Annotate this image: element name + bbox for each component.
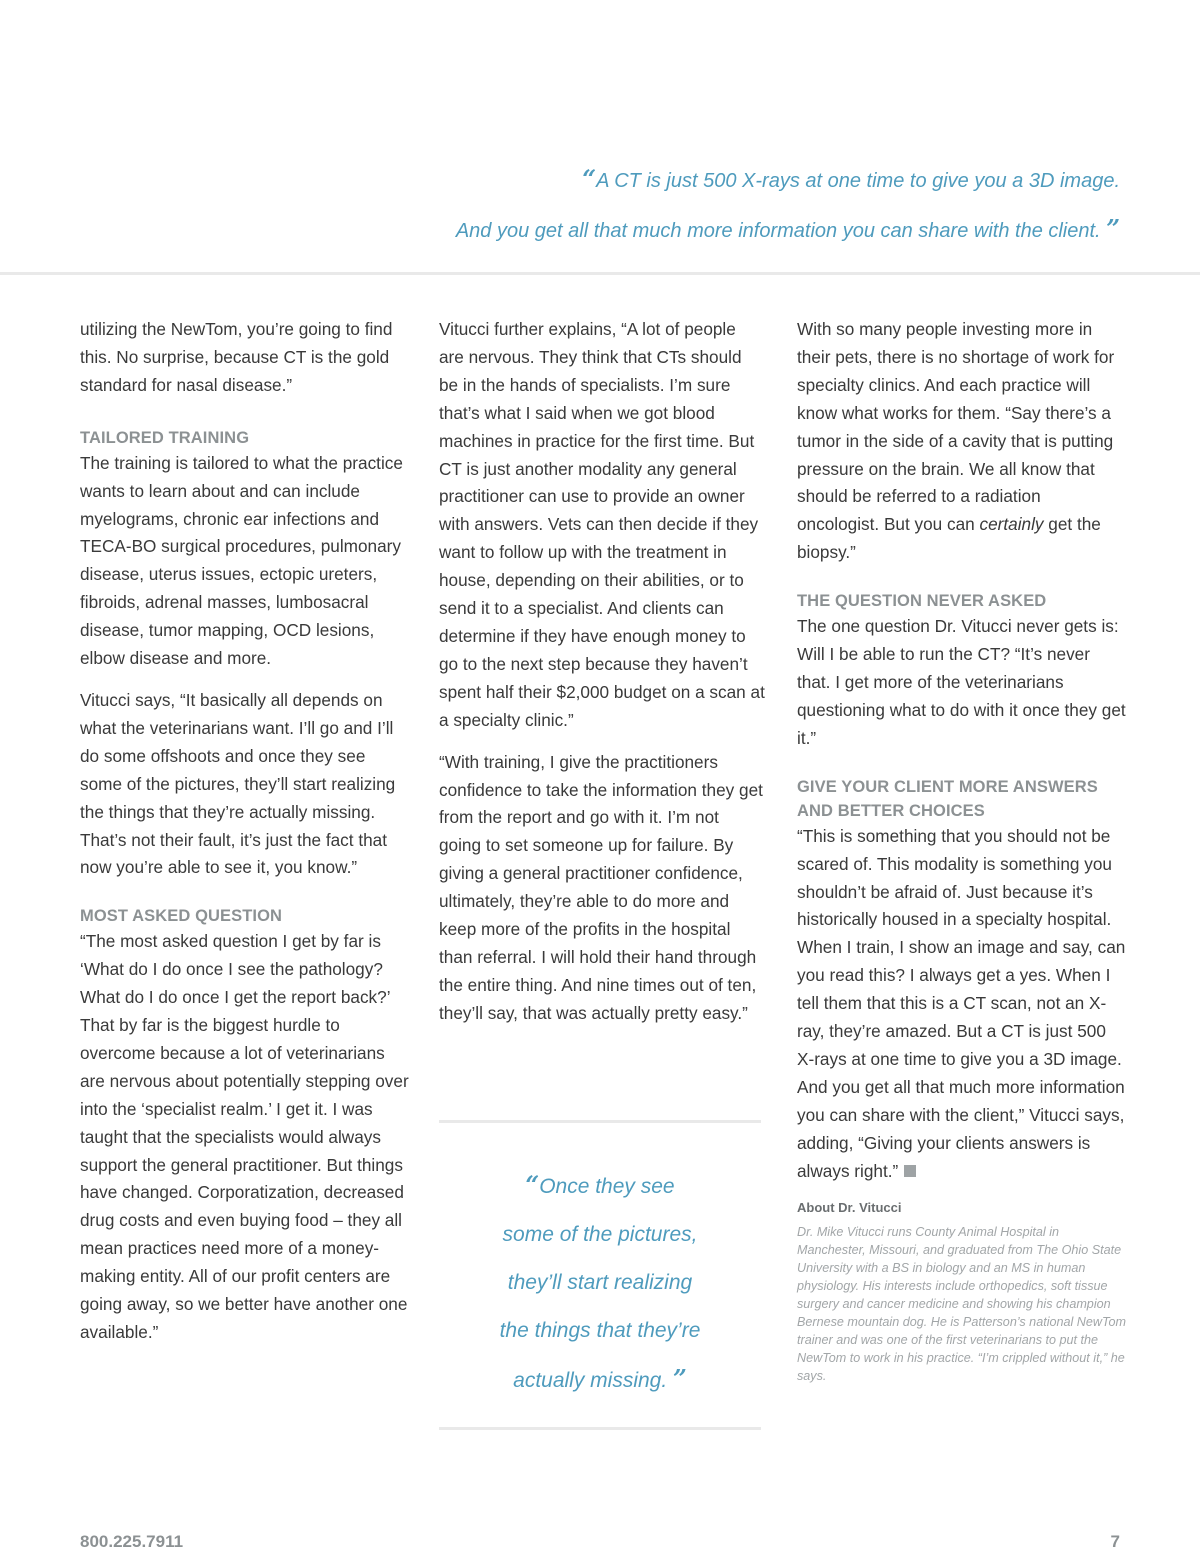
pull-quote-line-4: the things that they’re	[499, 1319, 701, 1342]
top-quote-line-1	[220, 155, 1120, 205]
footer-page-number: 7	[1110, 1532, 1120, 1551]
open-quote-mark: “	[582, 164, 597, 193]
pull-open-quote-mark: “	[525, 1170, 540, 1199]
col3-p1-emphasis: certainly	[979, 514, 1044, 535]
col2-paragraph-2: “With training, I give the practitioners confidence to take the information they get from the report and go with it. I’m not going to set someone up for failure. By giving a general practitioner confidence, ultimately, they’re able to do more and keep more of the profits in the hospital than referral. I will hold their hand through the entire thing. And nine times out of ten, they’ll say, that was actually pretty easy.”	[439, 751, 763, 1023]
mid-pull-quote	[439, 1120, 761, 1430]
column-1	[80, 316, 410, 1361]
close-quote-mark: ”	[1106, 214, 1120, 243]
top-quote-line-2	[220, 205, 1120, 255]
col1-paragraph-3: Vitucci says, “It basically all depends on what the veterinarians want. I’ll go and I’ll do some offshoots and once they see some of the pictures, they’ll start realizing the things that they’re actually missing. That’s not their fault, it’s just the fact that now you’re able to see it, you know.”	[80, 689, 396, 878]
col2-paragraph-1: Vitucci further explains, “A lot of people are nervous. They think that CTs should be in the hands of specialists. I’m sure that’s what I said when we got blood machines in practice for the first time. But CT is just another modality any general practitioner can use to provide an owner with answers. Vets can then decide if they want to follow up with the treatment in house, depending on their abilities, or to send it to a specialist. And clients can determine if they have enough money to go to the next step because they haven’t spent half their $2,000 budget on a scan at a specialty clinic.”	[439, 319, 765, 730]
col1-paragraph-1: utilizing the NewTom, you’re going to find this. No surprise, because CT is the gold standard for nasal disease.”	[80, 319, 393, 395]
pull-quote-text-1: Once they see	[539, 1175, 675, 1198]
pull-quote-text-5: actually missing.	[513, 1369, 668, 1392]
column-2	[439, 316, 765, 1042]
heading-tailored-training: TAILORED TRAINING	[80, 428, 250, 447]
col3-paragraph-3	[797, 823, 1127, 1186]
top-pull-quote	[220, 155, 1120, 255]
header-divider	[0, 272, 1200, 275]
col3-paragraph-1	[797, 316, 1127, 567]
pull-quote-line-3: they’ll start realizing	[507, 1271, 693, 1294]
pull-quote-line-5	[439, 1355, 761, 1405]
heading-give-client-more-answers: GIVE YOUR CLIENT MORE ANSWERS AND BETTER CHOICES	[797, 777, 1098, 820]
col1-paragraph-2: The training is tailored to what the practice wants to learn about and can include myelograms, chronic ear infections and TECA-BO surgical procedures, pulmonary disease, uterus issues, ectopic ureters, fibroids, adrenal masses, lumbosacral disease, tumor mapping, OCD lesions, elbow disease and more.	[80, 452, 403, 669]
footer-phone-number: 800.225.7911	[80, 1532, 184, 1551]
col3-p3-text: “This is something that you should not be scared of. This modality is something you shouldn’t be afraid of. Just because it’s historically housed in a specialty hospital. When I train, I show an image and say, can you read this? I always get a yes. When I tell them that this is a CT scan, not an X-ray, they’re amazed. But a CT is just 500 X-rays at one time to give you a 3D image. And you get all that much more information you can share with the client,” Vitucci says, adding, “Giving your clients answers is always right.”	[797, 825, 1126, 1181]
pull-quote-line-1	[439, 1161, 761, 1211]
about-author-title: About Dr. Vitucci	[797, 1200, 902, 1216]
pull-close-quote-mark: ”	[673, 1364, 687, 1393]
column-3	[797, 316, 1127, 1399]
end-of-article-icon	[904, 1165, 916, 1177]
col3-p1-start: With so many people investing more in their pets, there is no shortage of work for specialty clinics. And each practice will know what works for them. “Say there’s a tumor in the side of a cavity that is putting pressure on the brain. We all know that should be referred to a radiation oncologist. But you can	[797, 319, 1115, 535]
heading-most-asked-question: MOST ASKED QUESTION	[80, 907, 283, 926]
col3-paragraph-2: The one question Dr. Vitucci never gets is: Will I be able to run the CT? “It’s never that. I get more of the veterinarians questioning what to do with it once they get it.”	[797, 616, 1126, 748]
col3-p1-end: get the biopsy.”	[797, 514, 1101, 563]
col1-paragraph-4: “The most asked question I get by far is ‘What do I do once I see the pathology? What do I do once I get the report back?’ That by far is the biggest hurdle to overcome because a lot of veterinarians are nervous about potentially stepping over into the ‘specialist realm.’ I get it. I was taught that the specialists would always support the general practitioner. But things have changed. Corporatization, decreased drug costs and even buying food – they all mean practices need more of a money-making entity. All of our profit centers are going away, so we better have another one available.”	[80, 931, 409, 1342]
top-quote-text-1: A CT is just 500 X-rays at one time to give you a 3D image.	[596, 170, 1120, 192]
heading-question-never-asked: THE QUESTION NEVER ASKED	[797, 592, 1047, 611]
top-quote-text-2: And you get all that much more information you can share with the client.	[455, 220, 1101, 242]
pull-quote-line-2: some of the pictures,	[502, 1223, 698, 1246]
about-author-body: Dr. Mike Vitucci runs County Animal Hospital in Manchester, Missouri, and graduated from The Ohio State University with a BS in biology and an MS in human physiology. His interests include orthopedics, soft tissue surgery and cancer medicine and showing his champion Bernese mountain dog. He is Patterson’s national NewTom trainer and was one of the first veterinarians to put the NewTom to work in his practice. “I’m crippled without it,” he says.	[797, 1225, 1127, 1384]
